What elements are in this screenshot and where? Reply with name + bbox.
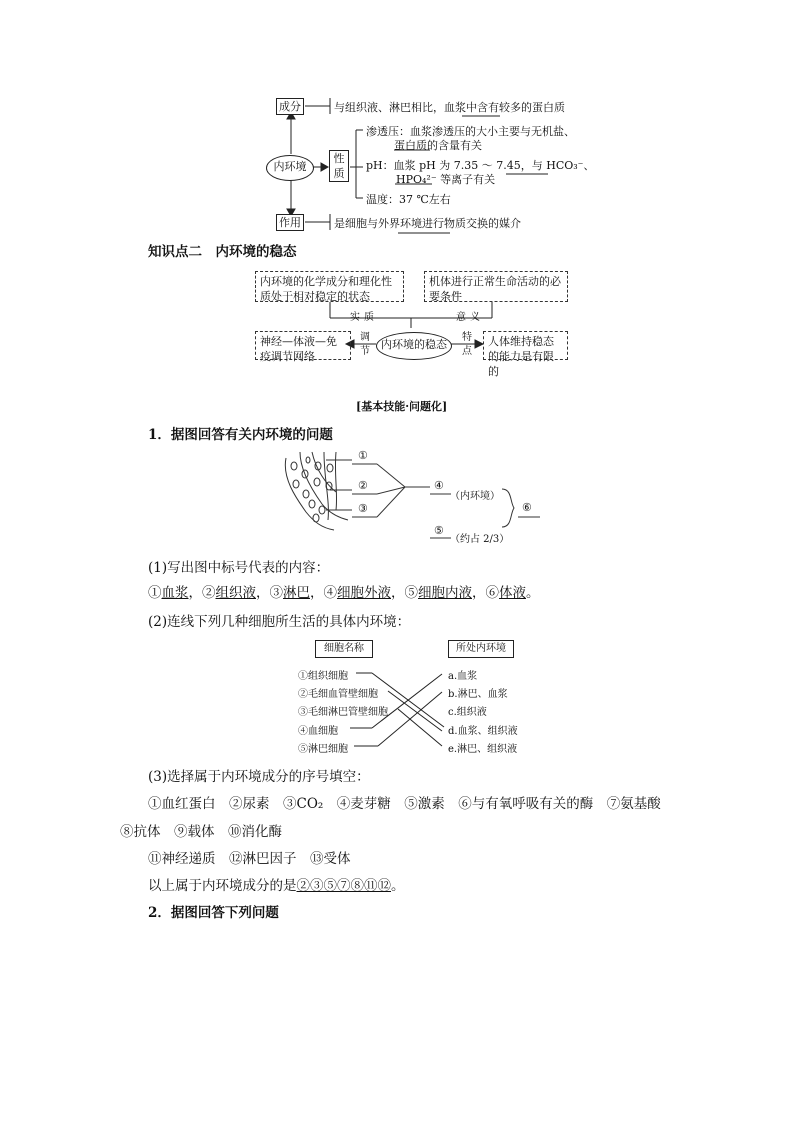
feature-label-2: 点 <box>462 346 472 357</box>
osmotic-mid: 、 <box>564 125 575 138</box>
section2-title: 知识点二 内环境的稳态 <box>148 244 297 260</box>
cell-name-header: 细胞名称 <box>315 640 373 658</box>
essence-label: 实质 <box>350 312 378 323</box>
cell-2: ②毛细血管壁细胞 <box>298 689 378 700</box>
mark-1: ① <box>358 449 368 462</box>
ans1-num-3: ③ <box>269 585 283 601</box>
cell-1: ①组织细胞 <box>298 671 348 682</box>
env-e: e.淋巴、组织液 <box>448 744 518 755</box>
composition-key: 蛋白质 <box>532 101 565 114</box>
function-pre: 是细胞与外界环境进行 <box>334 217 444 230</box>
function-post: 的媒介 <box>488 217 521 230</box>
ans1-sep-5: ， <box>472 585 486 601</box>
mark-6: ⑥ <box>522 501 532 514</box>
function-box: 作用 <box>276 214 304 231</box>
cell-4: ④血细胞 <box>298 726 338 737</box>
ans1-sep-2: ， <box>256 585 270 601</box>
regulation-label-1: 调 <box>360 332 370 343</box>
ans1-num-4: ④ <box>323 585 337 601</box>
q1-options-line3: ⑪神经递质 ⑫淋巴因子 ⑬受体 <box>148 851 351 867</box>
q2-title: 2．据图回答下列问题 <box>148 905 279 921</box>
ans1-text-1: 血浆 <box>161 585 189 601</box>
ans1-text-4: 细胞外液 <box>337 585 391 601</box>
env-d: d.血浆、组织液 <box>448 726 518 737</box>
osmotic-pre: 渗透压：血浆渗透压的大小主要与 <box>366 125 531 138</box>
ph-pre: pH：血浆 pH 为 7.35 ～ 7.45，与 <box>366 159 547 172</box>
property-label-2: 质 <box>333 167 345 180</box>
ans1-sep-3: ， <box>310 585 324 601</box>
ph-key1: HCO₃⁻ <box>546 159 584 172</box>
feature-label-1: 特 <box>462 332 472 343</box>
q1-title: 1．据图回答有关内环境的问题 <box>148 427 333 443</box>
regulation-label-2: 节 <box>360 346 370 357</box>
composition-pre: 与组织液、淋巴相比，血浆中含有较多的 <box>334 101 532 114</box>
ans1-sep-1: ， <box>188 585 202 601</box>
feature-box: 人体维持稳态的能力是有限的 <box>483 331 568 360</box>
property-label-1: 性 <box>333 152 345 165</box>
ans1-text-3: 淋巴 <box>283 585 310 601</box>
ans1-text-6: 体液 <box>499 585 526 601</box>
label-4: （内环境） <box>450 491 500 502</box>
meaning-label: 意义 <box>456 312 484 323</box>
q1-answer3 <box>148 874 405 894</box>
ph-key2: HPO₄²⁻ <box>396 173 437 186</box>
ans3-pre: 以上属于内环境成分的是 <box>148 878 297 894</box>
composition-box: 成分 <box>276 98 304 115</box>
ans1-sep-4: ， <box>391 585 405 601</box>
q1-options-line1: ①血红蛋白 ②尿素 ③CO₂ ④麦芽糖 ⑤激素 ⑥与有氧呼吸有关的酶 ⑦氨基酸 <box>148 796 661 812</box>
regulation-box: 神经—体液—免疫调节网络 <box>255 331 351 360</box>
function-key: 物质交换 <box>444 217 488 230</box>
ans3-key: ②③⑤⑦⑧⑪⑫ <box>296 878 391 894</box>
environment-header: 所处内环境 <box>448 640 514 658</box>
essence-box: 内环境的化学成分和理化性质处于相对稳定的状态 <box>255 271 404 302</box>
mark-5: ⑤ <box>434 524 444 537</box>
mark-3: ③ <box>358 502 368 515</box>
cell-5: ⑤淋巴细胞 <box>298 744 348 755</box>
osmotic-key2: 蛋白质 <box>394 139 427 152</box>
q1-options-line2: ⑧抗体 ⑨载体 ⑩消化酶 <box>120 824 282 840</box>
ans1-sep-6: 。 <box>526 585 540 601</box>
ans1-num-6: ⑥ <box>485 585 499 601</box>
osmotic-post: 的含量有关 <box>427 139 482 152</box>
env-a: a.血浆 <box>448 671 478 682</box>
env-c: c.组织液 <box>448 707 487 718</box>
ans1-num-2: ② <box>202 585 216 601</box>
ans1-num-5: ⑤ <box>404 585 418 601</box>
temperature-text: 温度：37 ℃左右 <box>366 193 451 206</box>
label-5: （约占 2/3） <box>450 534 510 545</box>
meaning-box: 机体进行正常生命活动的必要条件 <box>424 271 568 302</box>
q1-sub3: (3)选择属于内环境成分的序号填空： <box>148 769 370 785</box>
osmotic-key1: 无机盐 <box>531 125 564 138</box>
ans1-text-2: 组织液 <box>215 585 256 601</box>
ans1-num-1: ① <box>148 585 162 601</box>
env-b: b.淋巴、血浆 <box>448 689 508 700</box>
ans1-text-5: 细胞内液 <box>418 585 472 601</box>
cell-3: ③毛细淋巴管壁细胞 <box>298 707 388 718</box>
ph-post: 等离子有关 <box>436 173 496 186</box>
homeostasis-ellipse: 内环境的稳态 <box>376 332 452 360</box>
q1-sub2: (2)连线下列几种细胞所生活的具体内环境： <box>148 614 411 630</box>
ans3-post: 。 <box>391 878 405 894</box>
center-ellipse: 内环境 <box>266 155 314 181</box>
q1-sub1: (1)写出图中标号代表的内容： <box>148 560 330 576</box>
skills-header: [基本技能·问题化] <box>356 400 448 413</box>
mark-4: ④ <box>434 479 444 492</box>
mark-2: ② <box>358 479 368 492</box>
ph-mid: 、 <box>583 159 595 172</box>
